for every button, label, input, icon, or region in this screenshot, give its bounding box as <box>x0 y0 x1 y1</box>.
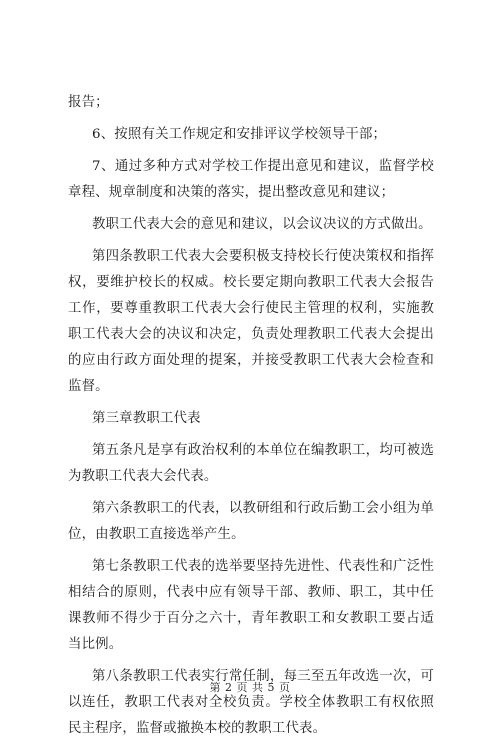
document-body <box>68 90 434 742</box>
page-number-footer: 第 2 页 共 5 页 <box>209 681 291 694</box>
paragraph-report-continuation: 报告； <box>68 95 109 110</box>
paragraph-article-4: 第四条教职工代表大会要积极支持校长行使决策权和指挥权，要维护校长的权威。校长要定期向教职工代表大会报告工作，要尊重教职工代表大会行使民主管理的权利，实施教职工代表大会的决议和决定，负责处理教职工代表大会提出的应由行政方面处理的提案，并接受教职工代表大会检查和监督。 <box>68 249 434 394</box>
paragraph-article-7: 第七条教职工代表的选举要坚持先进性、代表性和广泛性相结合的原则，代表中应有领导干部、教师、职工，其中任课教师不得少于百分之六十，青年教职工和女教职工要占适当比例。 <box>68 559 434 652</box>
paragraph-article-6: 第六条教职工的代表，以教研组和行政后勤工会小组为单位，由教职工直接选举产生。 <box>68 501 434 542</box>
paragraph-article-8: 第八条教职工代表实行常任制，每三至五年改选一次，可以连任，教职工代表对全校负责。学校全体教职工有权依照民主程序，监督或撤换本校的教职工代表。 <box>68 669 434 736</box>
paragraph-resolution: 教职工代表大会的意见和建议，以会议决议的方式做出。 <box>92 217 432 232</box>
paragraph-item-6: 6、按照有关工作规定和安排评议学校领导干部； <box>92 127 387 142</box>
paragraph-item-7: 7、通过多种方式对学校工作提出意见和建议，监督学校章程、规章制度和决策的落实，提出整改意见和建议； <box>68 159 434 200</box>
chapter-heading: 第三章教职工代表 <box>92 411 201 426</box>
paragraph-article-5: 第五条凡是享有政治权利的本单位在编教职工，均可被选为教职工代表大会代表。 <box>68 443 434 484</box>
